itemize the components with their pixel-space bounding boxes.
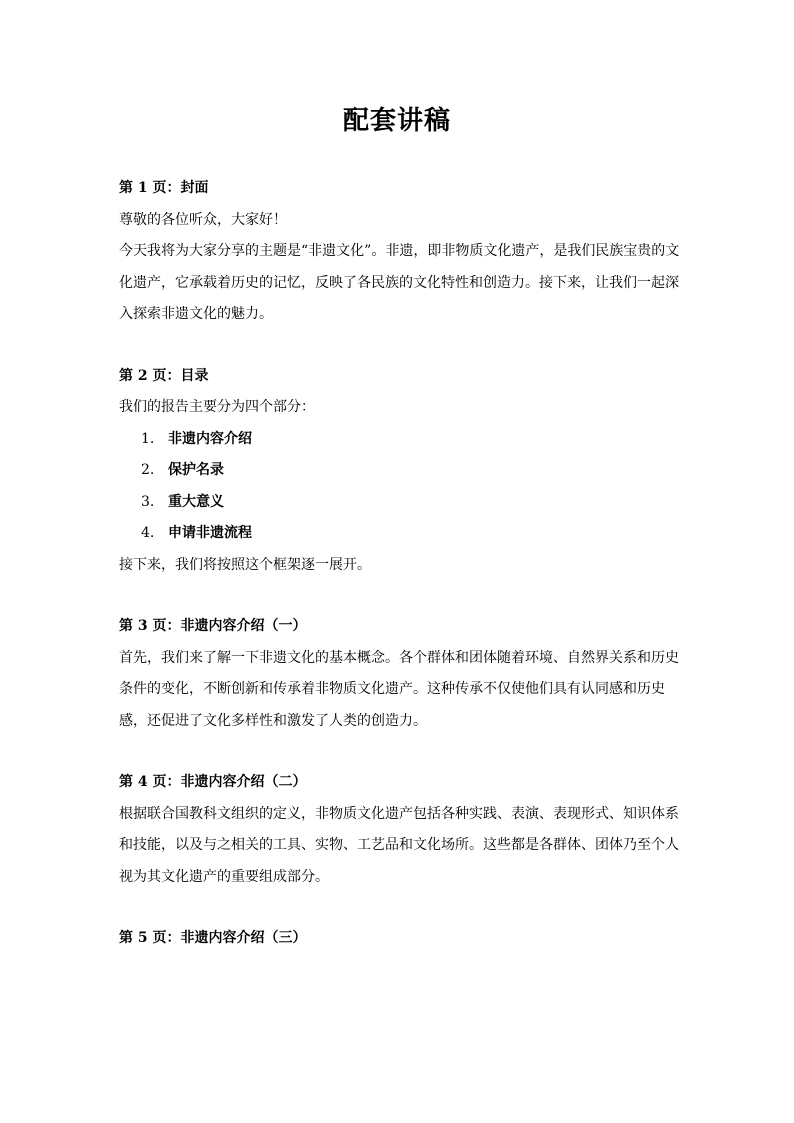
list-text: 重大意义 — [168, 493, 224, 510]
section-page-5 — [119, 923, 689, 955]
paragraph: 根据联合国教科文组织的定义，非物质文化遗产包括各种实践、表演、表现形式、知识体系和技能，以及与之相关的工具、实物、工艺品和文化场所。这些都是各群体、团体乃至个人视为其文化遗产的重要组成部分。 — [119, 805, 679, 885]
list-item — [119, 455, 689, 487]
list-number: 2. — [141, 462, 155, 478]
list-item — [119, 424, 689, 456]
section-page-2 — [119, 361, 689, 582]
section-heading: 第 1 页：封面 — [119, 180, 209, 196]
list-text: 申请非遗流程 — [168, 525, 252, 541]
list-number: 1. — [141, 430, 155, 447]
section-page-4 — [119, 767, 689, 893]
paragraph: 尊敬的各位听众，大家好！ — [119, 211, 287, 228]
section-heading: 第 5 页：非遗内容介绍（三） — [119, 930, 307, 946]
list-text: 非遗内容介绍 — [168, 430, 252, 447]
section-page-1 — [119, 173, 689, 331]
section-heading: 第 2 页：目录 — [119, 367, 209, 384]
section-heading: 第 3 页：非遗内容介绍（一） — [119, 618, 307, 634]
list-text: 保护名录 — [168, 462, 224, 478]
list-number: 4. — [141, 525, 155, 541]
section-heading: 第 4 页：非遗内容介绍（二） — [119, 774, 307, 790]
document-body — [119, 173, 689, 985]
paragraph: 接下来，我们将按照这个框架逐一展开。 — [119, 556, 371, 573]
document-title: 配套讲稿 — [342, 106, 451, 136]
list-item — [119, 518, 689, 550]
outline-list — [119, 424, 689, 550]
list-number: 3. — [141, 493, 155, 510]
paragraph: 我们的报告主要分为四个部分： — [119, 399, 315, 415]
list-item — [119, 487, 689, 519]
section-page-3 — [119, 611, 689, 737]
paragraph: 首先，我们来了解一下非遗文化的基本概念。各个群体和团体随着环境、自然界关系和历史条件的变化，不断创新和传承着非物质文化遗产。这种传承不仅使他们具有认同感和历史感，还促进了文化多样性和激发了人类的创造力。 — [119, 649, 679, 729]
paragraph: 今天我将为大家分享的主题是“非遗文化”。非遗，即非物质文化遗产，是我们民族宝贵的文化遗产，它承载着历史的记忆，反映了各民族的文化特性和创造力。接下来，让我们一起深入探索非遗文化的魅力。 — [119, 243, 680, 322]
